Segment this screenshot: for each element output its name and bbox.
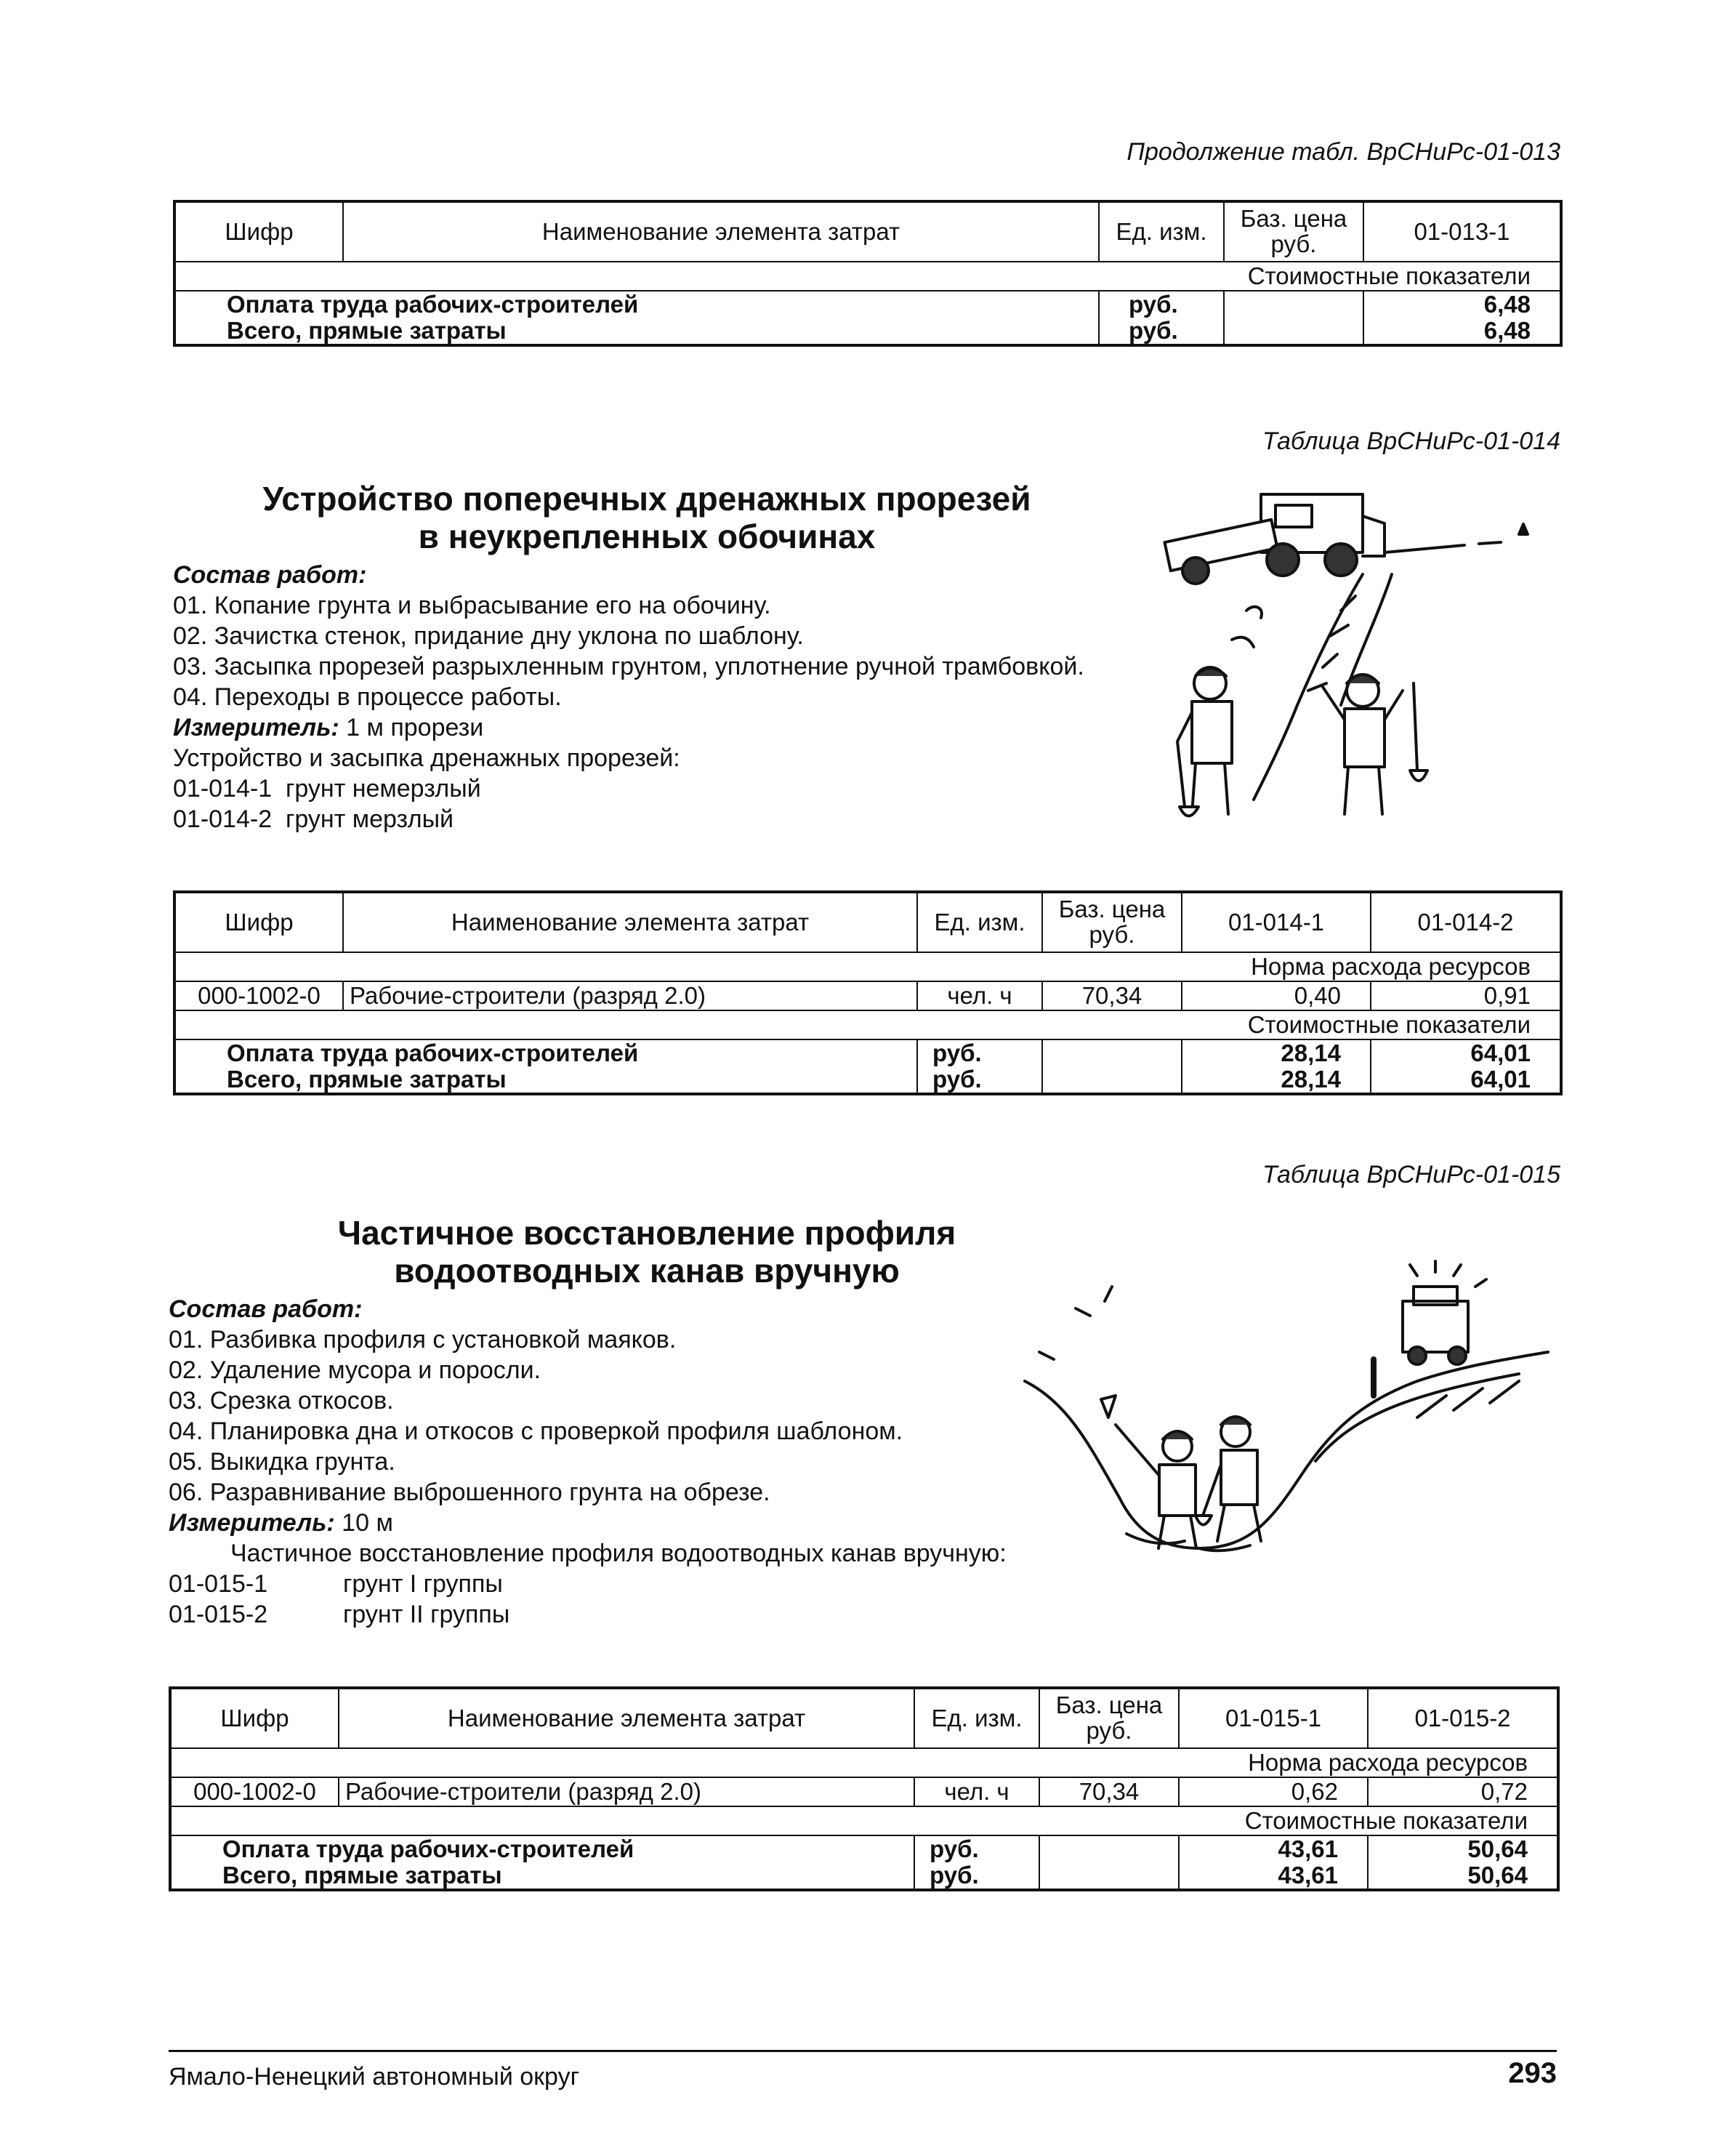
header-name: Наименование элемента затрат bbox=[339, 1688, 914, 1748]
workers-trench-illustration bbox=[1123, 465, 1559, 843]
work-item: 04. Планировка дна и откосов с проверкой профиля шаблоном. bbox=[169, 1417, 903, 1445]
work-item: 03. Срезка откосов. bbox=[169, 1387, 394, 1415]
section-cost: Стоимостные показатели bbox=[174, 262, 1561, 291]
title-line-2: в неукрепленных обочинах bbox=[418, 518, 876, 555]
composition-label: Состав работ: bbox=[173, 561, 367, 589]
work-item: 02. Зачистка стенок, придание дну уклона по шаблону. bbox=[173, 622, 804, 650]
total-v2: 64,01 bbox=[1371, 1039, 1561, 1066]
work-item: 02. Удаление мусора и поросли. bbox=[169, 1356, 541, 1384]
variant-desc: грунт I группы bbox=[343, 1570, 503, 1598]
header-unit: Ед. изм. bbox=[917, 892, 1042, 952]
total-v2: 64,01 bbox=[1371, 1066, 1561, 1094]
section-015-text bbox=[169, 1294, 1007, 1630]
variant-code: 01-015-2 bbox=[169, 1601, 268, 1628]
total-v1: 43,61 bbox=[1179, 1862, 1368, 1890]
header-col-2: 01-015-2 bbox=[1368, 1688, 1558, 1748]
section-014-title bbox=[218, 480, 1076, 555]
variant: 01-014-2 грунт мерзлый bbox=[173, 805, 454, 833]
resource-unit: чел. ч bbox=[914, 1777, 1039, 1806]
title-line-2: водоотводных канав вручную bbox=[394, 1252, 900, 1290]
table-013 bbox=[173, 200, 1563, 347]
header-price: Баз. цена руб. bbox=[1224, 201, 1363, 262]
total-value: 6,48 bbox=[1363, 318, 1561, 345]
subtitle: Устройство и засыпка дренажных прорезей: bbox=[173, 744, 680, 772]
total-v1: 28,14 bbox=[1182, 1039, 1371, 1066]
total-label: Всего, прямые затраты bbox=[174, 1066, 917, 1094]
total-price bbox=[1224, 291, 1363, 318]
section-cost: Стоимостные показатели bbox=[170, 1806, 1558, 1835]
table-015 bbox=[169, 1686, 1560, 1891]
header-unit: Ед. изм. bbox=[914, 1688, 1039, 1748]
title-line-1: Устройство поперечных дренажных прорезей bbox=[262, 480, 1031, 518]
total-price bbox=[1224, 318, 1363, 345]
section-cost: Стоимостные показатели bbox=[174, 1010, 1561, 1039]
section-norm: Норма расхода ресурсов bbox=[170, 1748, 1558, 1777]
work-item: 06. Разравнивание выброшенного грунта на обрезе. bbox=[169, 1479, 770, 1506]
total-label: Оплата труда рабочих-строителей bbox=[170, 1835, 914, 1862]
total-unit: руб. bbox=[914, 1835, 1039, 1862]
resource-unit: чел. ч bbox=[917, 981, 1042, 1010]
title-line-1: Частичное восстановление профиля bbox=[337, 1214, 956, 1252]
resource-v2: 0,72 bbox=[1368, 1777, 1558, 1806]
resource-name: Рабочие-строители (разряд 2.0) bbox=[339, 1777, 914, 1806]
meter-value: 10 м bbox=[334, 1509, 393, 1537]
total-unit: руб. bbox=[1099, 318, 1224, 345]
total-label: Оплата труда рабочих-строителей bbox=[174, 1039, 917, 1066]
table-row bbox=[174, 981, 1561, 1010]
header-col-1: 01-014-1 bbox=[1182, 892, 1371, 952]
meter-line bbox=[173, 712, 1084, 743]
resource-code: 000-1002-0 bbox=[170, 1777, 339, 1806]
section-norm: Норма расхода ресурсов bbox=[174, 952, 1561, 981]
resource-v2: 0,91 bbox=[1371, 981, 1561, 1010]
resource-price: 70,34 bbox=[1039, 1777, 1179, 1806]
composition-label: Состав работ: bbox=[169, 1295, 363, 1323]
header-price: Баз. цена руб. bbox=[1039, 1688, 1179, 1748]
table-row bbox=[170, 1777, 1558, 1806]
table-015-caption: Таблица ВрСНиРс-01-015 bbox=[1262, 1161, 1560, 1188]
section-015-title bbox=[218, 1214, 1076, 1290]
variant bbox=[169, 1599, 1007, 1630]
header-col-2: 01-014-2 bbox=[1371, 892, 1561, 952]
header-name: Наименование элемента затрат bbox=[343, 892, 917, 952]
work-item: 03. Засыпка прорезей разрыхленным грунтом, уплотнение ручной трамбовкой. bbox=[173, 653, 1084, 680]
header-unit: Ед. изм. bbox=[1099, 201, 1224, 262]
meter-label: Измеритель: bbox=[173, 714, 339, 741]
total-price bbox=[1042, 1039, 1182, 1066]
meter-line bbox=[169, 1508, 1007, 1538]
footer-region: Ямало-Ненецкий автономный округ bbox=[169, 2063, 579, 2091]
continuation-caption: Продолжение табл. ВрСНиРс-01-013 bbox=[1127, 138, 1560, 166]
section-014-text bbox=[173, 560, 1084, 834]
total-unit: руб. bbox=[917, 1039, 1042, 1066]
total-unit: руб. bbox=[1099, 291, 1224, 318]
total-label: Всего, прямые затраты bbox=[170, 1862, 914, 1890]
total-v2: 50,64 bbox=[1368, 1835, 1558, 1862]
work-item: 04. Переходы в процессе работы. bbox=[173, 683, 562, 711]
table-014 bbox=[173, 890, 1563, 1095]
header-code: Шифр bbox=[174, 892, 343, 952]
total-price bbox=[1042, 1066, 1182, 1094]
total-v1: 43,61 bbox=[1179, 1835, 1368, 1862]
total-price bbox=[1039, 1862, 1179, 1890]
meter-label: Измеритель: bbox=[169, 1509, 335, 1537]
header-name: Наименование элемента затрат bbox=[343, 201, 1099, 262]
header-col-013-1: 01-013-1 bbox=[1363, 201, 1561, 262]
variant: 01-014-1 грунт немерзлый bbox=[173, 775, 481, 803]
header-price: Баз. цена руб. bbox=[1042, 892, 1182, 952]
resource-v1: 0,40 bbox=[1182, 981, 1371, 1010]
resource-name: Рабочие-строители (разряд 2.0) bbox=[343, 981, 917, 1010]
variant bbox=[169, 1569, 1007, 1599]
total-v1: 28,14 bbox=[1182, 1066, 1371, 1094]
page-number: 293 bbox=[1508, 2057, 1557, 2089]
header-col-1: 01-015-1 bbox=[1179, 1688, 1368, 1748]
work-item: 05. Выкидка грунта. bbox=[169, 1448, 395, 1476]
header-code: Шифр bbox=[174, 201, 343, 262]
total-label: Оплата труда рабочих-строителей bbox=[174, 291, 1099, 318]
workers-ditch-illustration bbox=[1010, 1258, 1563, 1577]
total-price bbox=[1039, 1835, 1179, 1862]
work-item: 01. Копание грунта и выбрасывание его на обочину. bbox=[173, 592, 771, 619]
total-unit: руб. bbox=[914, 1862, 1039, 1890]
total-value: 6,48 bbox=[1363, 291, 1561, 318]
total-unit: руб. bbox=[917, 1066, 1042, 1094]
resource-v1: 0,62 bbox=[1179, 1777, 1368, 1806]
footer-rule bbox=[169, 2050, 1557, 2052]
work-item: 01. Разбивка профиля с установкой маяков. bbox=[169, 1326, 677, 1353]
total-label: Всего, прямые затраты bbox=[174, 318, 1099, 345]
resource-price: 70,34 bbox=[1042, 981, 1182, 1010]
variant-desc: грунт II группы bbox=[343, 1601, 510, 1628]
total-v2: 50,64 bbox=[1368, 1862, 1558, 1890]
resource-code: 000-1002-0 bbox=[174, 981, 343, 1010]
header-code: Шифр bbox=[170, 1688, 339, 1748]
variant-code: 01-015-1 bbox=[169, 1570, 268, 1598]
meter-value: 1 м прорези bbox=[339, 714, 484, 741]
table-014-caption: Таблица ВрСНиРс-01-014 bbox=[1262, 427, 1560, 455]
subtitle: Частичное восстановление профиля водоотводных канав вручную: bbox=[230, 1540, 1007, 1567]
